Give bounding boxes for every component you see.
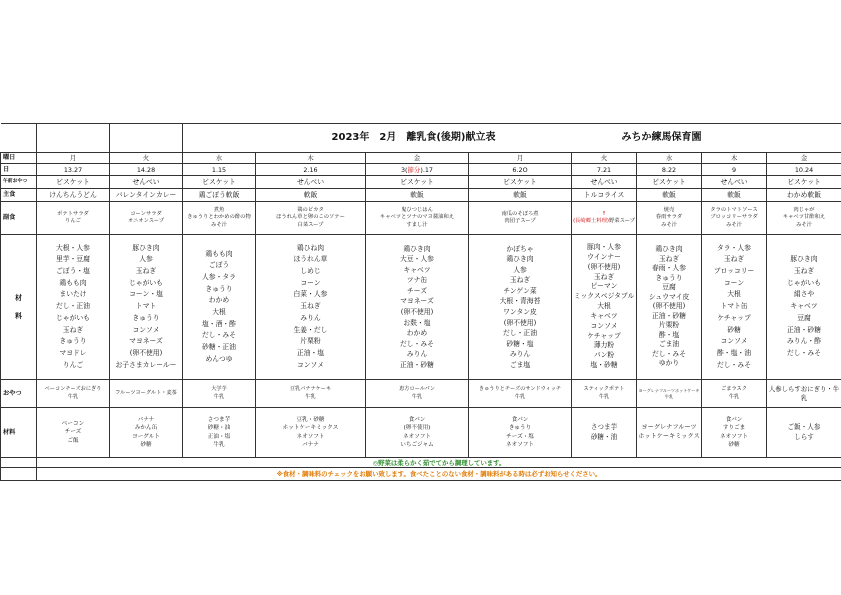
staple-cell: トルコライス (572, 189, 637, 202)
am-snack-cell: せんべい (256, 176, 366, 189)
date-cell: 1.15 (183, 164, 256, 176)
oyatsu-cell: 豆乳バナナケーキ 牛乳 (256, 380, 366, 408)
oyatsu-cell: 恵方ロールパン 牛乳 (366, 380, 469, 408)
am-snack-cell: ビスケット (37, 176, 110, 189)
material-label: 材 料 (1, 235, 37, 380)
side-cell: 鬼ひつじはん キャベツとツナのマヨ醤油和え すまし汁 (366, 202, 469, 235)
am-snack-row (1, 176, 841, 189)
weekday-cell: 金 (366, 153, 469, 164)
am-snack-cell: ビスケット (767, 176, 841, 189)
snack-material-cell: 食パン (卵不使用) ネオソフト いちごジャム (366, 408, 469, 458)
note-allergy-check: ※食材・調味料のチェックをお願い致します。食べたことのない食材・調味料がある時は必ずお知らせください。 (37, 468, 841, 481)
side-cell: 南瓜のそぼろ煮 肉団子スープ (469, 202, 572, 235)
side-cell: ポテトサラダ りんご (37, 202, 110, 235)
materials-cell: タラ・人参 玉ねぎ ブロッコリー コーン 大根 トマト缶 ケチャップ 砂糖 コンソメ 酢・塩・油 だし・みそ (702, 235, 767, 380)
snack-material-cell: バナナ みかん缶 ヨーグルト 砂糖 (110, 408, 183, 458)
page-title: 2023年 2月 離乳食(後期)献立表 (256, 124, 572, 153)
side-cell: 肉じゃが キャベツ甘酢和え みそ汁 (767, 202, 841, 235)
am-snack-cell: ビスケット (366, 176, 469, 189)
note-vegetables: ◎野菜は柔らかく茹でてから調理しています。 (37, 458, 841, 468)
day-label: 日 (1, 164, 37, 176)
date-cell: 8.22 (637, 164, 702, 176)
weekday-row (1, 153, 841, 164)
title-row (1, 124, 841, 153)
setsubun-label: 節分 (407, 165, 421, 174)
materials-cell: かぼちゃ 鶏ひき肉 人参 玉ねぎ チンゲン菜 大根・青海苔 ワンタン皮 (卵不使用) だし・正油 砂糖・塩 みりん ごま塩 (469, 235, 572, 380)
am-snack-cell: ビスケット (469, 176, 572, 189)
snack-material-row (1, 408, 841, 458)
date-cell: 10.24 (767, 164, 841, 176)
snack-material-cell: ベーコン チーズ ご飯 (37, 408, 110, 458)
materials-cell: 豚ひき肉 人参 玉ねぎ じゃがいも コーン・塩 トマト きゅうり コンソメ マヨネーズ (卵不使用) お子さまカレールー (110, 235, 183, 380)
side-text: 野菜スープ (608, 218, 635, 224)
local-dish-note: (長崎郷土料理) (573, 218, 609, 224)
oyatsu-cell: ごまラスク 牛乳 (702, 380, 767, 408)
date-prefix: 3( (400, 165, 408, 174)
weekday-cell: 木 (702, 153, 767, 164)
note-row-1 (1, 458, 841, 468)
date-cell: 2.16 (256, 164, 366, 176)
materials-cell: 鶏ひき肉 玉ねぎ 春雨・人参 きゅうり 豆腐 シュウマイ皮 (卵不使用) 正油・砂糖 片栗粉 酢・塩 ごま油 だし・みそ ゆかり (637, 235, 702, 380)
staple-cell: けんちんうどん (37, 189, 110, 202)
materials-row (1, 235, 841, 380)
side-cell (572, 202, 637, 235)
snack-material-cell: さつま芋 砂糖・油 (572, 408, 637, 458)
oyatsu-cell: フルーツヨーグルト・麦茶 (110, 380, 183, 408)
materials-cell: 大根・人参 里芋・豆腐 ごぼう・塩 鶏もも肉 まいたけ だし・正油 じゃがいも 玉ねぎ きゅうり マヨドレ りんご (37, 235, 110, 380)
weekday-cell: 火 (110, 153, 183, 164)
date-cell: 7.21 (572, 164, 637, 176)
arrow-icon: ↑ (601, 210, 607, 217)
nursery-name: みちか練馬保育園 (572, 124, 841, 153)
staple-row (1, 189, 841, 202)
snack-material-cell: 食パン すりごま ネオソフト 砂糖 (702, 408, 767, 458)
date-cell (366, 164, 469, 176)
weekday-cell: 月 (469, 153, 572, 164)
side-cell: 焼売 春雨サラダ みそ汁 (637, 202, 702, 235)
oyatsu-cell: 大学芋 牛乳 (183, 380, 256, 408)
menu-sheet (0, 123, 841, 481)
weekday-cell: 水 (637, 153, 702, 164)
side-cell: 煮魚 きゅうりとわかめの酢の物 みそ汁 (183, 202, 256, 235)
date-cell: 14.28 (110, 164, 183, 176)
date-cell: 9 (702, 164, 767, 176)
staple-cell: 軟飯 (469, 189, 572, 202)
note-row-2 (1, 468, 841, 481)
oyatsu-cell: スティックポテト 牛乳 (572, 380, 637, 408)
weekday-cell: 月 (37, 153, 110, 164)
snack-material-cell: ヨーグレナフルーツ ホットケーキミックス (637, 408, 702, 458)
snack-material-cell: 豆乳・砂糖 ホットケーキミックス ネオソフト バナナ (256, 408, 366, 458)
materials-cell: 鶏もも肉 ごぼう 人参・タラ きゅうり わかめ 大根 塩・酒・酢 だし・みそ 砂糖・正油 めんつゆ (183, 235, 256, 380)
weekday-cell: 金 (767, 153, 841, 164)
date-suffix: ).17 (420, 165, 433, 174)
weekday-cell: 火 (572, 153, 637, 164)
weekday-cell: 木 (256, 153, 366, 164)
staple-cell: 軟飯 (256, 189, 366, 202)
am-snack-cell: ビスケット (183, 176, 256, 189)
am-snack-cell: ビスケット (637, 176, 702, 189)
date-row (1, 164, 841, 176)
materials-cell: 鶏ひき肉 大豆・人参 キャベツ ツナ缶 チーズ マヨネーズ (卵不使用) お麩・塩 わかめ だし・みそ みりん 正油・砂糖 (366, 235, 469, 380)
menu-table (0, 123, 841, 481)
oyatsu-cell: 人参しらすおにぎり・牛乳 (767, 380, 841, 408)
am-snack-cell: せんべい (702, 176, 767, 189)
date-cell: 6.2O (469, 164, 572, 176)
oyatsu-row (1, 380, 841, 408)
snack-material-label: 材料 (1, 408, 37, 458)
weekday-cell: 水 (183, 153, 256, 164)
staple-cell: バレンタインカレー (110, 189, 183, 202)
staple-cell: 軟飯 (637, 189, 702, 202)
am-snack-label: 午前おやつ (1, 176, 37, 189)
side-cell: 鶏のピカタ ほうれん草と卵のこのソテー 白菜スープ (256, 202, 366, 235)
side-dish-row (1, 202, 841, 235)
oyatsu-cell: ヨーグレナフルーツホットケーキ 牛乳 (637, 380, 702, 408)
weekday-label: 曜日 (1, 153, 37, 164)
am-snack-cell: せんべい (572, 176, 637, 189)
side-label: 副食 (1, 202, 37, 235)
staple-cell: 鶏ごぼう軟飯 (183, 189, 256, 202)
snack-material-cell: ご飯・人参 しらす (767, 408, 841, 458)
staple-cell: わかめ軟飯 (767, 189, 841, 202)
staple-cell: 軟飯 (702, 189, 767, 202)
snack-material-cell: さつま芋 砂糖・油 正油・塩 牛乳 (183, 408, 256, 458)
side-cell: タラのトマトソース ブロッコリーサラダ みそ汁 (702, 202, 767, 235)
date-cell: 13.27 (37, 164, 110, 176)
materials-cell: 豚肉・人参 ウインナー (卵不使用) 玉ねぎ ピーマン ミックスベジタブル 大根 キャベツ コンソメ ケチャップ 薄力粉 パン粉 塩・砂糖 (572, 235, 637, 380)
snack-material-cell: 食パン きゅうり チーズ・塩 ネオソフト (469, 408, 572, 458)
oyatsu-label: おやつ (1, 380, 37, 408)
oyatsu-cell: きゅうりとチーズのサンドウィッチ 牛乳 (469, 380, 572, 408)
materials-cell: 鶏ひね肉 ほうれん草 しめじ コーン 白菜・人参 玉ねぎ みりん 生姜・だし 片栗粉 正油・塩 コンソメ (256, 235, 366, 380)
staple-cell: 軟飯 (366, 189, 469, 202)
staple-label: 主食 (1, 189, 37, 202)
materials-cell: 豚ひき肉 玉ねぎ じゃがいも 絹さや キャベツ 豆腐 正油・砂糖 みりん・酢 だし・みそ (767, 235, 841, 380)
side-cell: コーンサラダ オニオンスープ (110, 202, 183, 235)
oyatsu-cell: ベーコンチーズおにぎり 牛乳 (37, 380, 110, 408)
am-snack-cell: せんべい (110, 176, 183, 189)
